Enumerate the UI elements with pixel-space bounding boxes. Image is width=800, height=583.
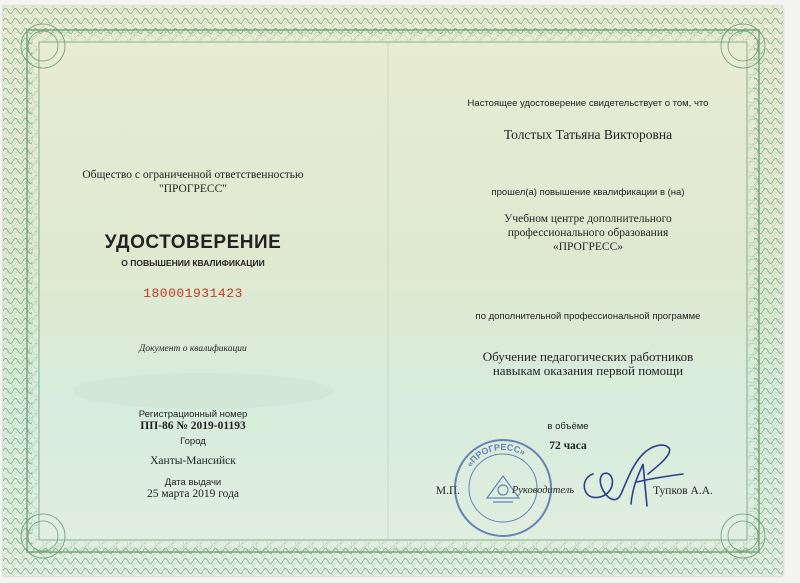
certificate-number: 180001931423 xyxy=(143,286,243,301)
volume-label: в объёме xyxy=(547,421,589,432)
volume-hours: 72 часа xyxy=(549,440,587,452)
program-name-line1: Обучение педагогических работников xyxy=(482,349,694,364)
director-signature xyxy=(573,434,693,526)
director-name: Тупков А.А. xyxy=(653,485,713,497)
registration-label: Регистрационный номер xyxy=(138,409,248,420)
stamp-place-label: М.П. xyxy=(435,485,461,497)
certifies-text: Настоящее удостоверение свидетельствует о том, что xyxy=(467,98,709,109)
program-label: по дополнительной профессиональной программе xyxy=(475,311,701,322)
program-name-line2: навыкам оказания первой помощи xyxy=(492,363,684,378)
certificate-sheet xyxy=(3,6,783,576)
training-center-line1: Учебном центре дополнительного xyxy=(504,213,672,225)
training-center-line2: профессионального образования xyxy=(507,227,669,239)
organization-seal xyxy=(451,436,555,540)
document-title: УДОСТОВЕРЕНИЕ xyxy=(104,232,282,253)
issue-date-label: Дата выдачи xyxy=(164,477,222,488)
holder-name: Толстых Татьяна Викторовна xyxy=(503,127,673,142)
city-value: Ханты-Мансийск xyxy=(150,455,236,467)
issue-date-value: 25 марта 2019 года xyxy=(146,488,240,500)
document-subtitle: О ПОВЫШЕНИИ КВАЛИФИКАЦИИ xyxy=(121,258,265,268)
registration-number: ПП-86 № 2019-01193 xyxy=(140,420,246,432)
director-label: Руководитель xyxy=(511,485,575,496)
city-label: Город xyxy=(180,436,206,447)
document-type: Документ о квалификации xyxy=(139,344,247,354)
svg-text:«ПРОГРЕСС»: «ПРОГРЕСС» xyxy=(464,441,528,469)
training-center-line3: «ПРОГРЕСС» xyxy=(552,241,624,253)
organization-line2: "ПРОГРЕСС" xyxy=(159,183,227,195)
organization-line1: Общество с ограниченной ответственностью xyxy=(82,169,304,181)
training-label: прошел(а) повышение квалификации в (на) xyxy=(491,187,685,198)
